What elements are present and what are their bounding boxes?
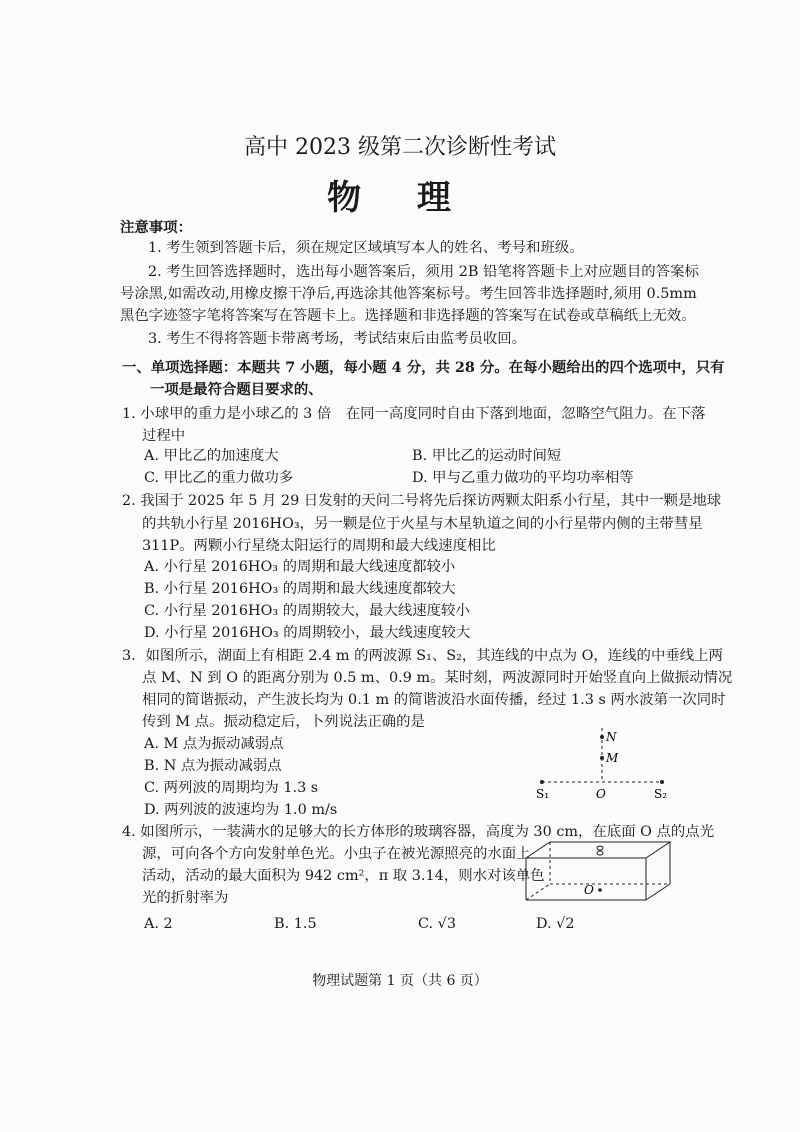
- question-1-stem: 1. 小球甲的重力是小球乙的 3 倍 在同一高度同时自由下落到地面，忽略空气阻力。在下落: [122, 406, 706, 422]
- notice-heading: 注意事项：: [120, 219, 192, 236]
- wave-sources-diagram: [530, 728, 680, 810]
- question-4-option-d: D. √2: [536, 916, 575, 932]
- section-heading-cont: 一项是最符合题目要求的、: [150, 381, 323, 398]
- question-4-option-a: A. 2: [144, 916, 173, 932]
- question-3-stem: 点 M、N 到 O 的距离分别为 0.5 m、0.9 m。某时刻，两波源同时开始竖直向上做振动情况: [142, 670, 733, 686]
- notice-line: 3. 考生不得将答题卡带离考场，考试结束后由监考员收回。: [148, 331, 527, 347]
- point-n-dot: [600, 735, 604, 739]
- question-3-stem: 3．如图所示，湖面上有相距 2.4 m 的两波源 S₁、S₂，其连线的中点为 O，连线的中垂线上两: [122, 648, 723, 664]
- question-1-option-a: A. 甲比乙的加速度大: [144, 448, 279, 464]
- notice-line: 黑色字迹签字笔将答案写在答题卡上。选择题和非选择题的答案写在试卷或草稿纸上无效。: [120, 308, 696, 324]
- section-heading: 一、单项选择题：本题共 7 小题，每小题 4 分，共 28 分。在每小题给出的四个选项中，只有: [122, 359, 725, 376]
- label-s2: S₂: [654, 787, 668, 801]
- label-s1: S₁: [536, 787, 550, 801]
- question-2-stem: 2. 我国于 2025 年 5 月 29 日发射的天问二号将先后探访两颗太阳系小行星，其中一颗是地球: [122, 493, 722, 509]
- question-1-option-d: D. 甲与乙重力做功的平均功率相等: [412, 470, 634, 486]
- light-source-dot: [598, 888, 602, 892]
- question-4-option-c: C. √3: [418, 916, 456, 932]
- glass-container-diagram: [520, 838, 680, 904]
- label-m: M: [606, 751, 619, 765]
- question-1-stem: 过程中: [142, 428, 186, 444]
- label-o: O: [596, 787, 606, 801]
- source-s1-dot: [540, 780, 544, 784]
- container-outline: [526, 842, 670, 900]
- source-s2-dot: [660, 780, 664, 784]
- question-4-stem: 4. 如图所示，一装满水的足够大的长方体形的玻璃容器，高度为 30 cm，在底面 O 点的点光: [122, 824, 715, 840]
- question-4-stem: 光的折射率为: [142, 890, 229, 906]
- question-3-option-d: D. 两列波的波速均为 1.0 m/s: [144, 802, 338, 818]
- question-4-stem: 源，可向各个方向发射单色光。小虫子在被光源照亮的水面上: [142, 846, 531, 862]
- question-2-option-c: C. 小行星 2016HO₃ 的周期较大，最大线速度较小: [144, 603, 470, 619]
- page-footer: 物理试题第 1 页（共 6 页）: [312, 973, 488, 989]
- notice-line: 1. 考生领到答题卡后，须在规定区域填写本人的姓名、考号和班级。: [148, 240, 584, 256]
- insect-icon: [597, 846, 603, 855]
- notice-line: 号涂黑,如需改动,用橡皮擦干净后,再选涂其他答案标号。考生回答非选择题时,须用 0.5mm: [120, 286, 697, 302]
- question-2-option-d: D. 小行星 2016HO₃ 的周期较小，最大线速度较大: [144, 625, 471, 641]
- exam-title: 高中 2023 级第二次诊断性考试: [244, 135, 556, 160]
- question-4-stem: 活动，活动的最大面积为 942 cm²，π 取 3.14，则水对该单色: [142, 868, 545, 884]
- question-3-option-b: B. N 点为振动减弱点: [144, 758, 282, 774]
- label-n: N: [606, 730, 617, 744]
- question-2-stem: 的共轨小行星 2016HO₃，另一颗是位于火星与木星轨道之间的小行星带内侧的主带彗星: [142, 516, 703, 532]
- question-2-option-b: B. 小行星 2016HO₃ 的周期和最大线速度都较大: [144, 581, 456, 597]
- question-1-option-b: B. 甲比乙的运动时间短: [412, 448, 562, 464]
- notice-line: 2. 考生回答选择题时，选出每小题答案后，须用 2B 铅笔将答题卡上对应题目的答案标: [148, 264, 699, 280]
- subject-title: 物 理: [327, 178, 473, 218]
- question-3-option-c: C. 两列波的周期均为 1.3 s: [144, 780, 319, 796]
- point-m-dot: [600, 756, 604, 760]
- question-3-stem: 传到 M 点。振动稳定后，卜列说法正确的是: [142, 714, 425, 730]
- question-4-option-b: B. 1.5: [274, 916, 317, 932]
- question-2-option-a: A. 小行星 2016HO₃ 的周期和最大线速度都较小: [144, 559, 456, 575]
- question-1-option-c: C. 甲比乙的重力做功多: [144, 470, 294, 486]
- question-3-stem: 相同的简谐振动，产生波长均为 0.1 m 的简谐波沿水面传播，经过 1.3 s 两水波第一次同时: [142, 692, 726, 708]
- label-o: O: [584, 883, 594, 897]
- question-3-option-a: A. M 点为振动减弱点: [144, 736, 284, 752]
- question-2-stem: 311P。两颗小行星绕太阳运行的周期和最大线速度相比: [142, 538, 496, 554]
